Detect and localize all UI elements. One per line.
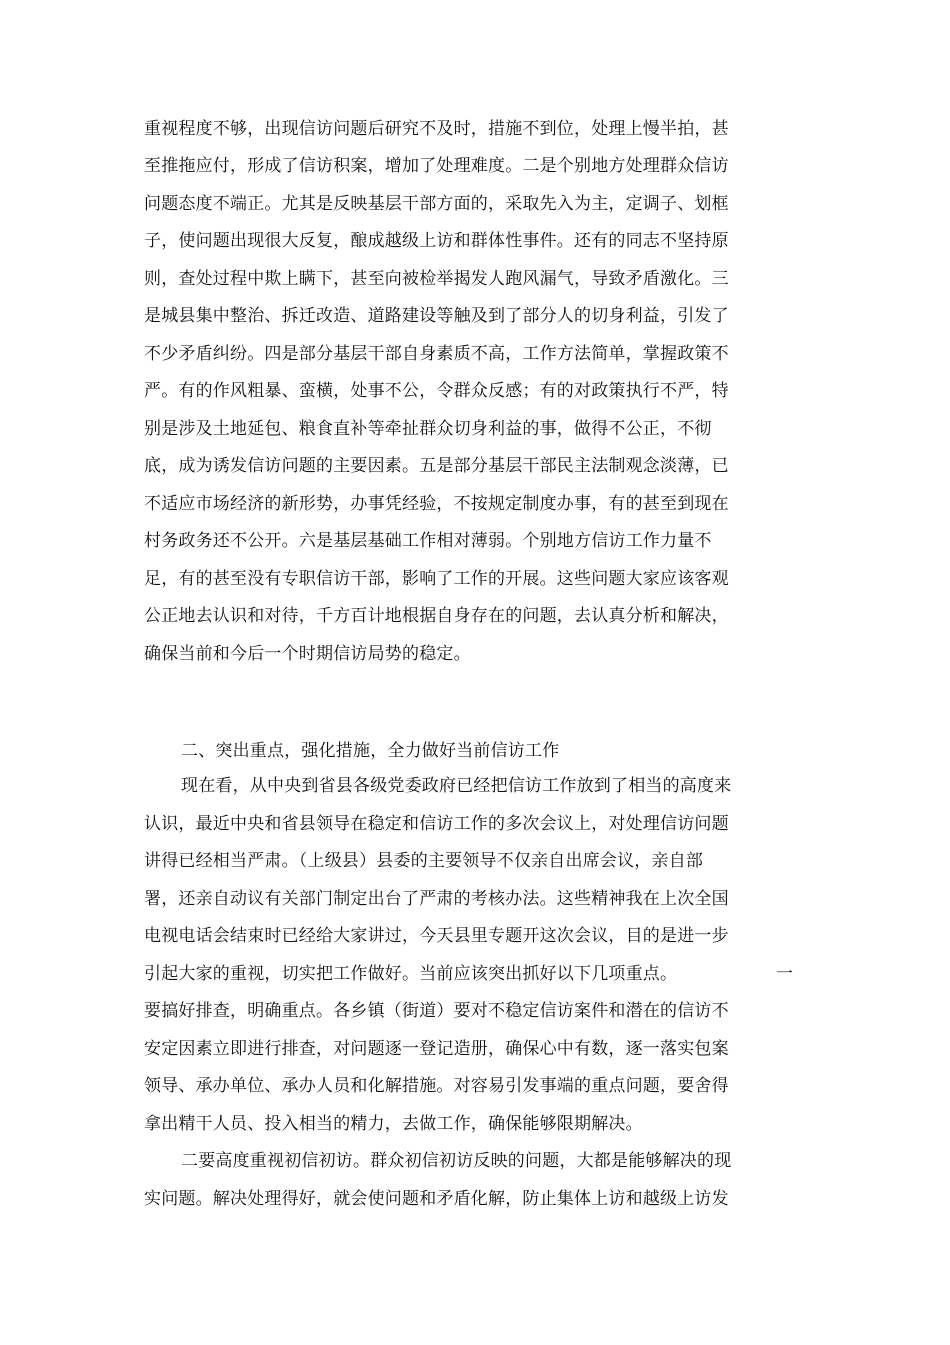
text-line: 别是涉及土地延包、粮食直补等牵扯群众切身利益的事，做得不公正，不彻 — [144, 419, 712, 439]
text-line: 严。有的作风粗暴、蛮横，处事不公，令群众反感；有的对政策执行不严，特 — [144, 381, 729, 401]
text-line: 现在看，从中央到省县各级党委政府已经把信访工作放到了相当的高度来 — [181, 776, 732, 796]
text-line: 确保当前和今后一个时期信访局势的稳定。 — [144, 644, 471, 664]
text-line: 要搞好排查，明确重点。各乡镇（街道）要对不稳定信访案件和潜在的信访不 — [144, 1001, 729, 1021]
text-line: 村务政务还不公开。六是基层基础工作相对薄弱。个别地方信访工作力量不 — [144, 531, 712, 551]
list-marker: 一 — [776, 964, 793, 984]
text-line: 安定因素立即进行排查，对问题逐一登记造册，确保心中有数，逐一落实包案 — [144, 1039, 729, 1059]
text-line: 重视程度不够，出现信访问题后研究不及时，措施不到位，处理上慢半拍，甚 — [144, 119, 729, 139]
text-line: 署，还亲自动议有关部门制定出台了严肃的考核办法。这些精神我在上次全国 — [144, 889, 729, 909]
text-line: 不适应市场经济的新形势，办事凭经验，不按规定制度办事，有的甚至到现在 — [144, 494, 729, 514]
text-line: 底，成为诱发信访问题的主要因素。五是部分基层干部民主法制观念淡薄，已 — [144, 456, 729, 476]
text-line: 电视电话会结束时已经给大家讲过，今天县里专题开这次会议，目的是进一步 — [144, 926, 729, 946]
text-line: 问题态度不端正。尤其是反映基层干部方面的，采取先入为主，定调子、划框 — [144, 194, 729, 214]
text-line: 公正地去认识和对待，千方百计地根据自身存在的问题，去认真分析和解决， — [144, 606, 729, 626]
text-line: 足，有的甚至没有专职信访干部，影响了工作的开展。这些问题大家应该客观 — [144, 569, 729, 589]
text-line: 不少矛盾纠纷。四是部分基层干部自身素质不高，工作方法简单，掌握政策不 — [144, 344, 729, 364]
text-line: 则，查处过程中欺上瞒下，甚至向被检举揭发人跑风漏气，导致矛盾激化。三 — [144, 269, 729, 289]
text-line: 拿出精干人员、投入相当的精力，去做工作，确保能够限期解决。 — [144, 1114, 643, 1134]
text-line: 是城县集中整治、拆迁改造、道路建设等触及到了部分人的切身利益，引发了 — [144, 306, 729, 326]
text-line: 引起大家的重视，切实把工作做好。当前应该突出抓好以下几项重点。 — [144, 964, 678, 984]
text-line: 认识，最近中央和省县领导在稳定和信访工作的多次会议上，对处理信访问题 — [144, 814, 729, 834]
text-line: 讲得已经相当严肃。（上级县）县委的主要领导不仅亲自出席会议，亲自部 — [144, 851, 704, 871]
text-line: 子，使问题出现很大反复，酿成越级上访和群体性事件。还有的同志不坚持原 — [144, 231, 729, 251]
text-line: 领导、承办单位、承办人员和化解措施。对容易引发事端的重点问题，要舍得 — [144, 1076, 729, 1096]
text-line: 实问题。解决处理得好，就会使问题和矛盾化解，防止集体上访和越级上访发 — [144, 1189, 729, 1209]
text-line: 二要高度重视初信初访。群众初信初访反映的问题，大都是能够解决的现 — [181, 1151, 732, 1171]
section-heading: 二、突出重点，强化措施，全力做好当前信访工作 — [181, 741, 560, 761]
text-line: 至推拖应付，形成了信访积案，增加了处理难度。二是个别地方处理群众信访 — [144, 156, 729, 176]
